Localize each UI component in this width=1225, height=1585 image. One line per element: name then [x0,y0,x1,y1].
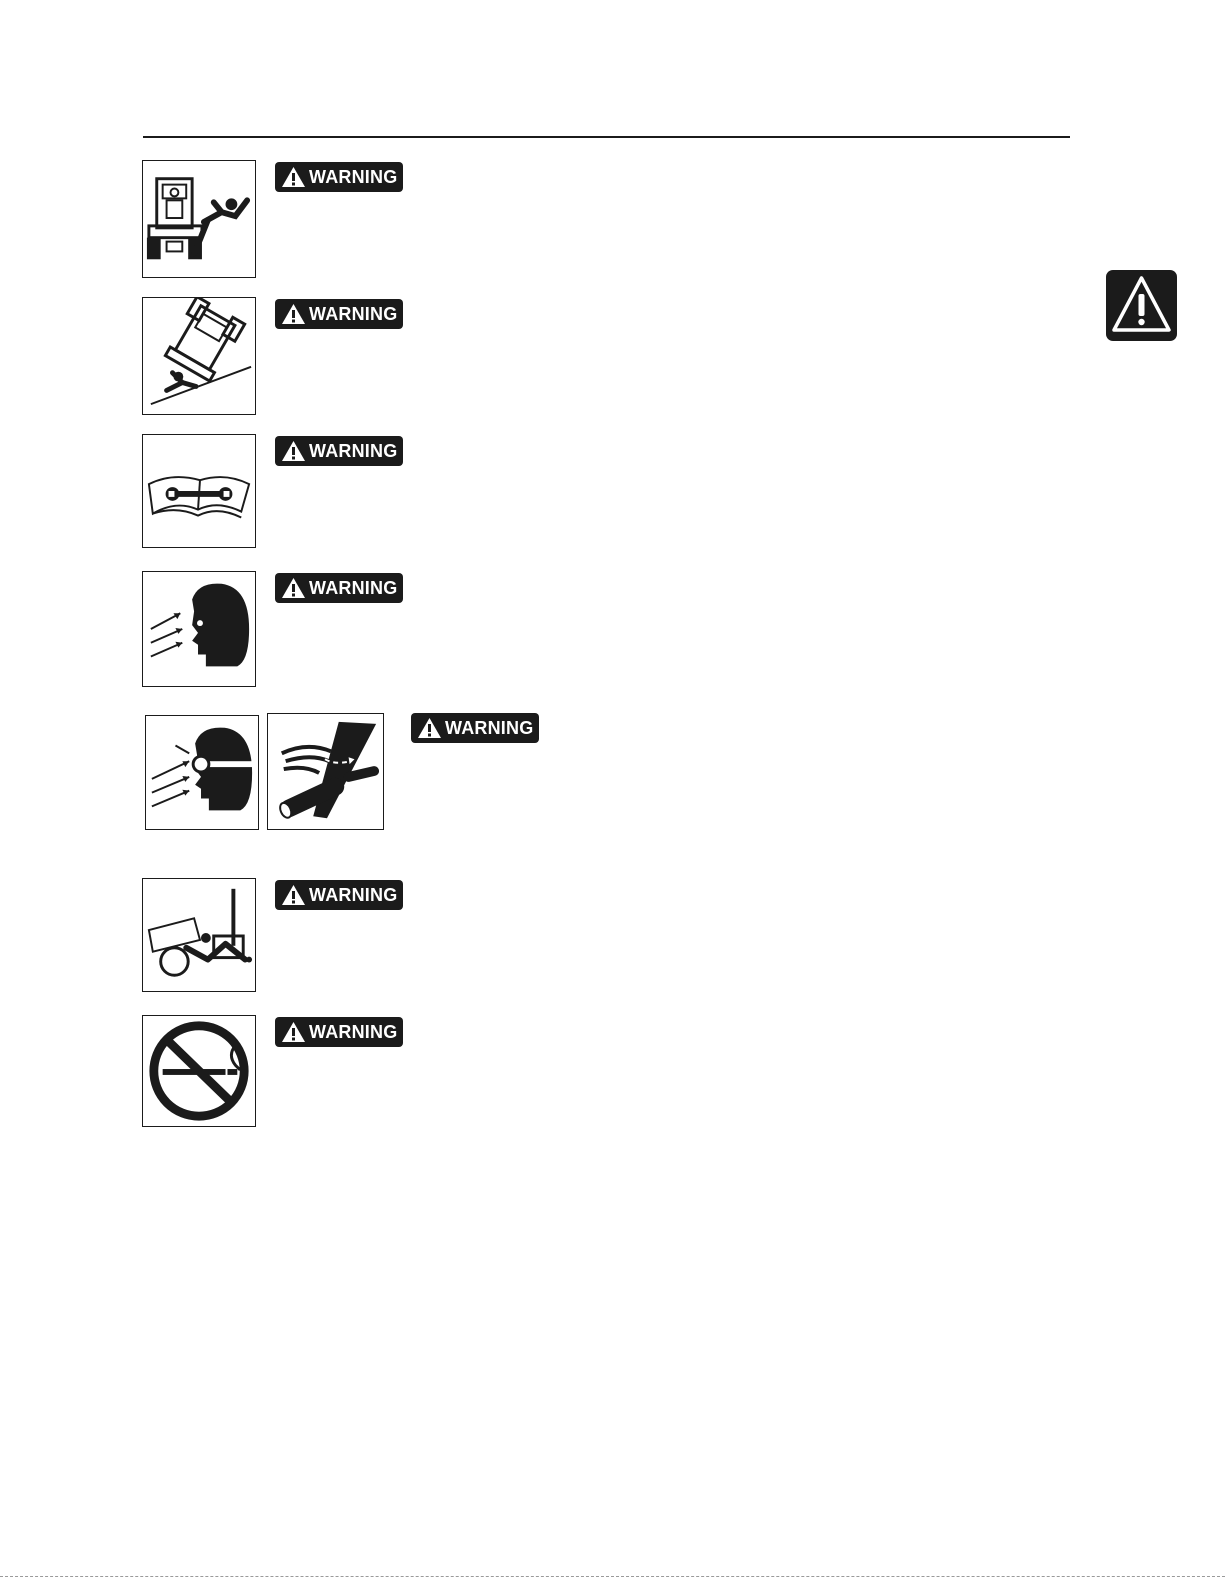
warning-badge [275,299,403,329]
crush-between-machine-icon [143,879,255,991]
warning-label: WARNING [309,1021,398,1042]
warning-triangle-icon [281,1021,306,1043]
header-rule [143,136,1070,138]
warning-triangle-icon [281,166,306,188]
rollover-on-slope-icon [143,298,255,414]
operator-thrown-from-mower-icon [143,161,255,277]
warning-triangle-icon [417,717,442,739]
pictogram-no-smoking [142,1015,256,1127]
hydraulic-injection-hand-icon [268,714,383,829]
pictogram-operator-thrown [142,160,256,278]
warning-badge [275,436,403,466]
warning-badge [275,573,403,603]
warning-badge [411,713,539,743]
pictogram-crush-hazard [142,878,256,992]
warning-badge [275,162,403,192]
pictogram-read-manual [142,434,256,548]
page-edge-dashes [0,1576,1225,1577]
warning-label: WARNING [445,717,534,738]
pictogram-flying-debris [142,571,256,687]
warning-triangle-icon [281,884,306,906]
warning-triangle-icon [281,303,306,325]
warning-triangle-icon [281,440,306,462]
warning-triangle-icon [281,577,306,599]
safety-section-tab[interactable] [1106,270,1177,341]
warning-label: WARNING [309,884,398,905]
warning-label: WARNING [309,303,398,324]
read-service-manual-icon [143,435,255,547]
pictogram-eye-protection [145,715,259,830]
safety-alert-tab-icon [1106,270,1177,341]
warning-label: WARNING [309,577,398,598]
flying-debris-face-icon [143,572,255,686]
warning-label: WARNING [309,440,398,461]
warning-label: WARNING [309,166,398,187]
eye-protection-icon [146,716,258,829]
pictogram-hydraulic-injection [267,713,384,830]
pictogram-rollover [142,297,256,415]
warning-badge [275,880,403,910]
no-smoking-open-flame-icon [143,1016,255,1126]
warning-badge [275,1017,403,1047]
